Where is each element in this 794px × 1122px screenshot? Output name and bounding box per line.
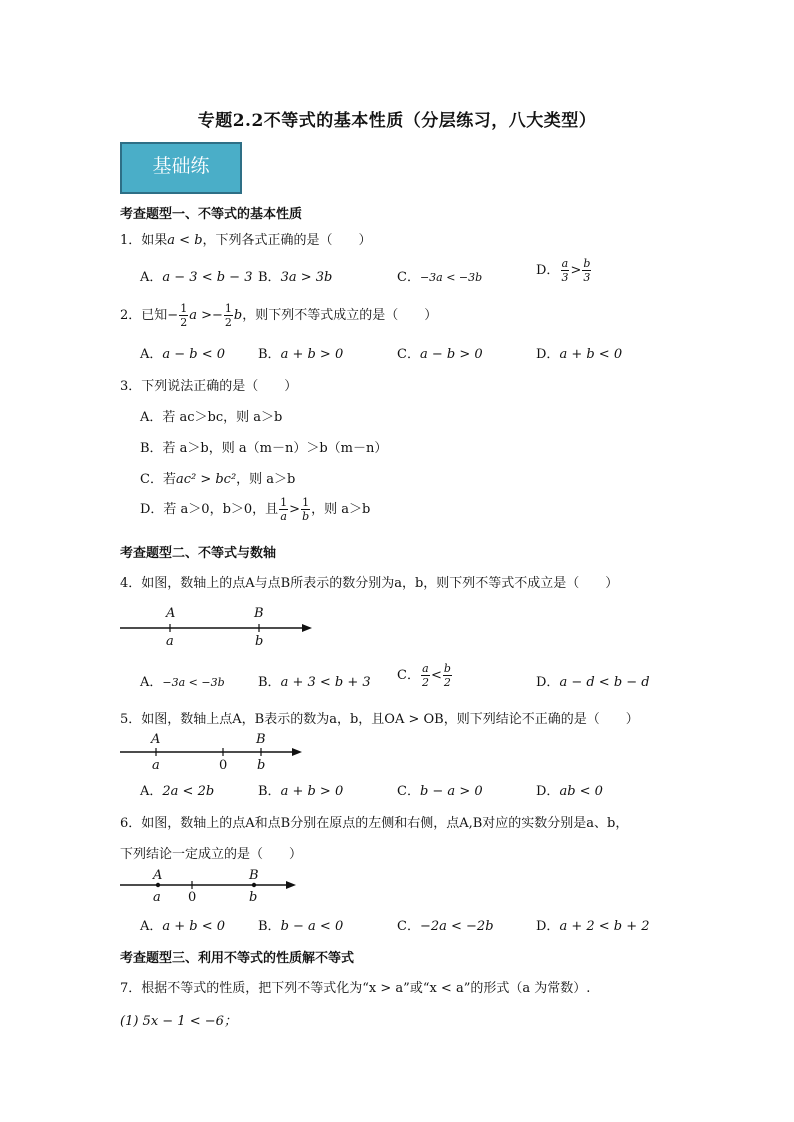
point-a-label: A [166,606,176,621]
option-d [140,497,370,522]
option-a [140,780,214,799]
option-label: A． [140,347,163,362]
fraction [179,303,188,328]
option-label: C． [397,784,420,799]
option-b [258,343,343,362]
math-expression: a + 3 < b + 3 [280,675,371,690]
question-6-stem [120,812,628,831]
option-label: D． [536,784,560,799]
option-b: B．若 a＞b，则 a（m－n）＞b（m－n） [140,441,388,456]
math-expression: a − d < b − d [559,675,650,690]
arrow-head [286,881,296,889]
option-a [140,266,252,285]
option-label: D． [536,347,560,362]
fraction [443,663,452,688]
zero-label: 0 [188,890,197,905]
operator: > [289,502,301,517]
section-heading-1: 考查题型一、不等式的基本性质 [120,207,303,222]
option-label: C． [397,270,420,285]
option-a [140,915,225,934]
option-label: B． [258,675,281,690]
option-label: A． [140,784,163,799]
math-expression: a − b > 0 [419,347,483,362]
option-label: D． [536,919,560,934]
question-text: 如图，数轴上点A，B表示的数为a，b，且OA > OB，则下列结论不正确的是（ ） [141,712,639,727]
denominator: b [302,510,310,523]
option-text: D．若 a＞0，b＞0，且 [140,502,279,517]
math-expression: −2a < −2b [419,919,494,934]
math-expression: 2a < 2b [162,784,215,799]
math-expression: b − a < 0 [280,919,344,934]
question-3-stem [120,375,297,394]
math-expression: a + 2 < b + 2 [559,919,650,934]
level-badge: 基础练 [120,142,242,194]
option-label: A． [140,675,163,690]
numerator: 1 [180,302,188,315]
question-number: 1． [120,233,142,248]
dot-a [156,883,160,887]
question-text: 根据不等式的性质，把下列不等式化为“x > a”或“x < a”的形式（a 为常数）. [141,981,591,996]
option-label: C． [397,668,420,683]
option-b [258,915,343,934]
question-text: 已知 [141,308,168,323]
number-line-q4 [118,600,318,650]
option-label: D． [536,263,560,278]
point-b-label: B [254,606,264,621]
question-number: 7． [120,981,142,996]
question-2-stem [120,303,437,328]
question-text: ，则下列不等式成立的是（ ） [242,308,438,323]
option-b [258,780,343,799]
option-d [536,671,650,690]
fraction [301,497,310,522]
option-label: A． [140,270,163,285]
operator: < [430,668,442,683]
numerator: a [422,662,429,675]
option-d [536,915,650,934]
question-text: 下列说法正确的是（ ） [141,379,298,394]
math-expression: −3a < −3b [419,271,483,284]
question-number: 3． [120,379,142,394]
question-number: 4． [120,576,142,591]
option-label: B． [258,347,281,362]
math-expression: 3a > 3b [280,270,333,285]
math-expression: a + b < 0 [162,919,226,934]
option-b [258,266,332,285]
option-c [397,266,482,285]
section-heading-2: 考查题型二、不等式与数轴 [120,546,277,561]
math-expression: ac² > bc² [175,472,237,487]
numerator: b [443,662,451,675]
option-a: A．若 ac＞bc，则 a＞b [140,410,283,425]
operator: > [570,263,582,278]
option-text: C．若 [140,472,176,487]
numerator: 1 [280,496,288,509]
value-b-label: b [249,890,258,905]
option-label: C． [397,347,420,362]
question-number: 2． [120,308,142,323]
option-d [536,258,592,283]
math-expression: a − 3 < b − 3 [162,270,253,285]
question-7-part-1: (1) 5x − 1 < −6； [120,1014,237,1029]
math-expression: b [233,308,243,323]
math-expression: b − a > 0 [419,784,483,799]
number-line-q5 [118,728,308,774]
question-number: 6． [120,816,142,831]
question-1-stem [120,229,372,248]
fraction [421,663,430,688]
value-b-label: b [257,758,266,773]
option-a [140,343,225,362]
math-expression: a < b [167,233,203,248]
fraction [279,497,288,522]
numerator: 1 [224,302,232,315]
denominator: a [280,510,287,523]
math-expression: a + b > 0 [280,784,344,799]
operator: − [211,308,223,323]
section-heading-3: 考查题型三、利用不等式的性质解不等式 [120,951,355,966]
number-line-q6 [118,866,304,906]
dot-b [252,883,256,887]
question-text: 如图，数轴上的点A与点B所表示的数分别为a，b，则下列不等式不成立是（ ） [141,576,619,591]
question-text: 如图，数轴上的点A和点B分别在原点的左侧和右侧，点A,B对应的实数分别是a、b， [141,816,629,831]
numerator: b [583,257,591,270]
fraction [582,258,591,283]
option-d [536,343,622,362]
fraction [224,303,233,328]
denominator: 3 [583,271,591,284]
option-label: B． [258,270,281,285]
point-b-label: B [256,732,266,747]
question-number: 5． [120,712,142,727]
option-c [140,468,295,487]
option-label: A． [140,919,163,934]
value-a-label: a [152,758,160,773]
point-b-label: B [249,868,259,883]
option-b [258,671,371,690]
numerator: 1 [302,496,310,509]
value-a-label: a [166,634,174,649]
option-c [397,780,483,799]
option-label: B． [258,919,281,934]
option-d [536,780,603,799]
denominator: 3 [561,271,569,284]
question-4-stem [120,572,618,591]
option-label: C． [397,919,420,934]
option-c [397,343,483,362]
math-expression: a > [189,308,212,323]
option-text: ，则 a＞b [236,472,296,487]
value-b-label: b [255,634,264,649]
option-a [140,671,225,690]
point-a-label: A [151,732,161,747]
question-text: 如果 [141,233,168,248]
numerator: a [561,257,569,270]
denominator: 2 [224,316,232,329]
question-7-stem [120,977,590,996]
fraction [560,258,569,283]
arrow-head [302,624,312,632]
math-expression: a + b > 0 [280,347,344,362]
math-expression: −3a < −3b [162,676,225,689]
arrow-head [292,748,302,756]
denominator: 2 [443,676,451,689]
option-c [397,915,494,934]
point-a-label: A [153,868,163,883]
option-label: B． [258,784,281,799]
denominator: 2 [421,676,429,689]
math-expression: a + b < 0 [559,347,623,362]
option-c [397,663,453,688]
value-a-label: a [153,890,161,905]
question-6-stem-line2: 下列结论一定成立的是（ ） [120,847,303,862]
operator: − [167,308,179,323]
question-text: ，下列各式正确的是（ ） [202,233,372,248]
question-5-stem [120,708,639,727]
option-label: D． [536,675,560,690]
option-text: ，则 a＞b [311,502,371,517]
math-expression: ab < 0 [559,784,603,799]
page-title: 专题2.2不等式的基本性质（分层练习，八大类型） [197,111,597,131]
denominator: 2 [180,316,188,329]
zero-label: 0 [219,758,228,773]
math-expression: a − b < 0 [162,347,226,362]
